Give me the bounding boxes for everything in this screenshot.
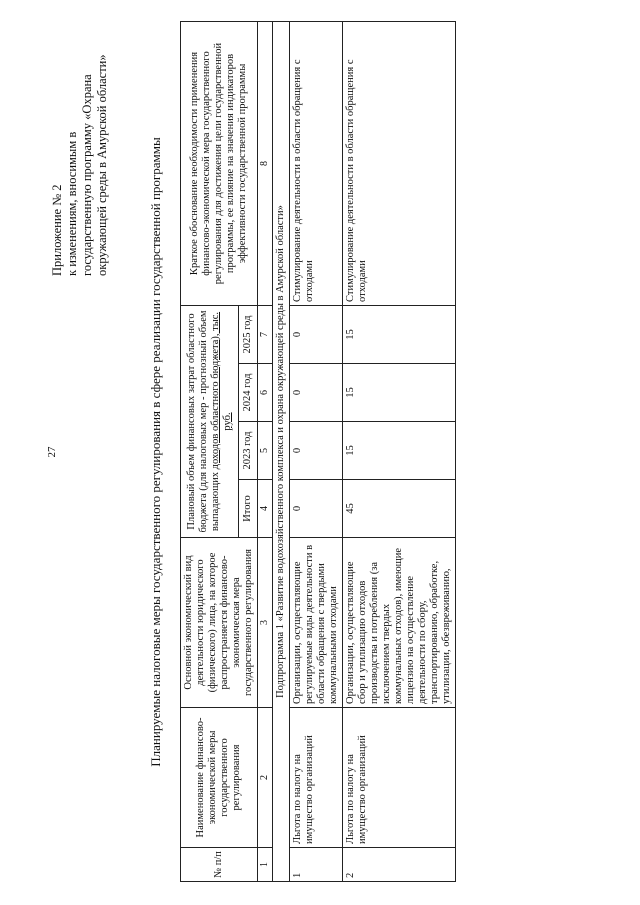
column-number-row bbox=[258, 22, 273, 882]
table-row bbox=[343, 22, 456, 882]
row-total: 0 bbox=[290, 480, 343, 538]
column-number: 6 bbox=[258, 364, 273, 422]
table-row bbox=[290, 22, 343, 882]
row-activity: Организации, осуществляющие регулируемые виды деятельности в области обращения с твердыми коммунальными отходами bbox=[290, 538, 343, 708]
header-planned-volume bbox=[181, 306, 239, 538]
appendix-line: к изменениям, вносимым в bbox=[65, 131, 79, 276]
header-2025: 2025 год bbox=[239, 306, 258, 364]
column-number: 2 bbox=[258, 708, 273, 848]
row-activity: Организации, осуществляющие сбор и утилизацию отходов производства и потребления (за исключением твердых коммунальных отходов), имеющие лицензию на осуществление деятельности по сбору, транспортированию, обработке, утилизации, обезвреживанию, bbox=[343, 538, 456, 708]
column-number: 1 bbox=[258, 848, 273, 882]
row-2024: 15 bbox=[343, 364, 456, 422]
row-num: 1 bbox=[290, 848, 343, 882]
tax-measures-table bbox=[180, 21, 456, 882]
table-title: Планируемые налоговые меры государственного регулирования в сфере реализации государственной программы bbox=[148, 137, 163, 767]
appendix-line: государственную программу «Охрана bbox=[80, 74, 94, 276]
column-number: 3 bbox=[258, 538, 273, 708]
row-2023: 15 bbox=[343, 422, 456, 480]
subprogram-row bbox=[273, 22, 290, 882]
row-measure: Льгота по налогу на имущество организаций bbox=[343, 708, 456, 848]
header-activity: Основной экономический вид деятельности юридического (физического) лица, на которое распространяется финансово-экономическая мера государственного регулирования bbox=[181, 538, 258, 708]
header-2024: 2024 год bbox=[239, 364, 258, 422]
row-total: 45 bbox=[343, 480, 456, 538]
header-justification: Краткое обоснование необходимости применения финансово-экономической мера государственного регулирования для достижения цели государственной программы, ее влияние на значения индикаторов эффективности государственной программы bbox=[181, 22, 258, 306]
column-number: 5 bbox=[258, 422, 273, 480]
appendix-heading bbox=[50, 46, 110, 276]
header-total: Итого bbox=[239, 480, 258, 538]
header-measure: Наименование финансово-экономической меры государственного регулирования bbox=[181, 708, 258, 848]
header-2023: 2023 год bbox=[239, 422, 258, 480]
row-2023: 0 bbox=[290, 422, 343, 480]
row-2025: 0 bbox=[290, 306, 343, 364]
row-justification: Стимулирование деятельности в области обращения с отходами bbox=[343, 22, 456, 306]
header-planned-volume-underlined: доходов областного бюджета), тыс. руб. bbox=[209, 311, 233, 470]
row-2025: 15 bbox=[343, 306, 456, 364]
subprogram-title: Подпрограмма 1 «Развитие водохозяйственного комплекса и охрана окружающей среды в Амурской области» bbox=[273, 22, 290, 882]
column-number: 4 bbox=[258, 480, 273, 538]
row-measure: Льгота по налогу на имущество организаций bbox=[290, 708, 343, 848]
column-number: 8 bbox=[258, 22, 273, 306]
rotated-page-content bbox=[50, 22, 590, 882]
page-number: 27 bbox=[46, 446, 58, 458]
row-2024: 0 bbox=[290, 364, 343, 422]
row-num: 2 bbox=[343, 848, 456, 882]
header-num: № п/п bbox=[181, 848, 258, 882]
appendix-line: Приложение № 2 bbox=[50, 184, 64, 276]
row-justification: Стимулирование деятельности в области обращения с отходами bbox=[290, 22, 343, 306]
header-planned-volume-lead: Плановый объем финансовых затрат областного бюджета (для налоговых мер - прогнозный объем выпадающих bbox=[185, 310, 221, 533]
column-number: 7 bbox=[258, 306, 273, 364]
appendix-line: окружающей среды в Амурской области» bbox=[95, 54, 109, 276]
